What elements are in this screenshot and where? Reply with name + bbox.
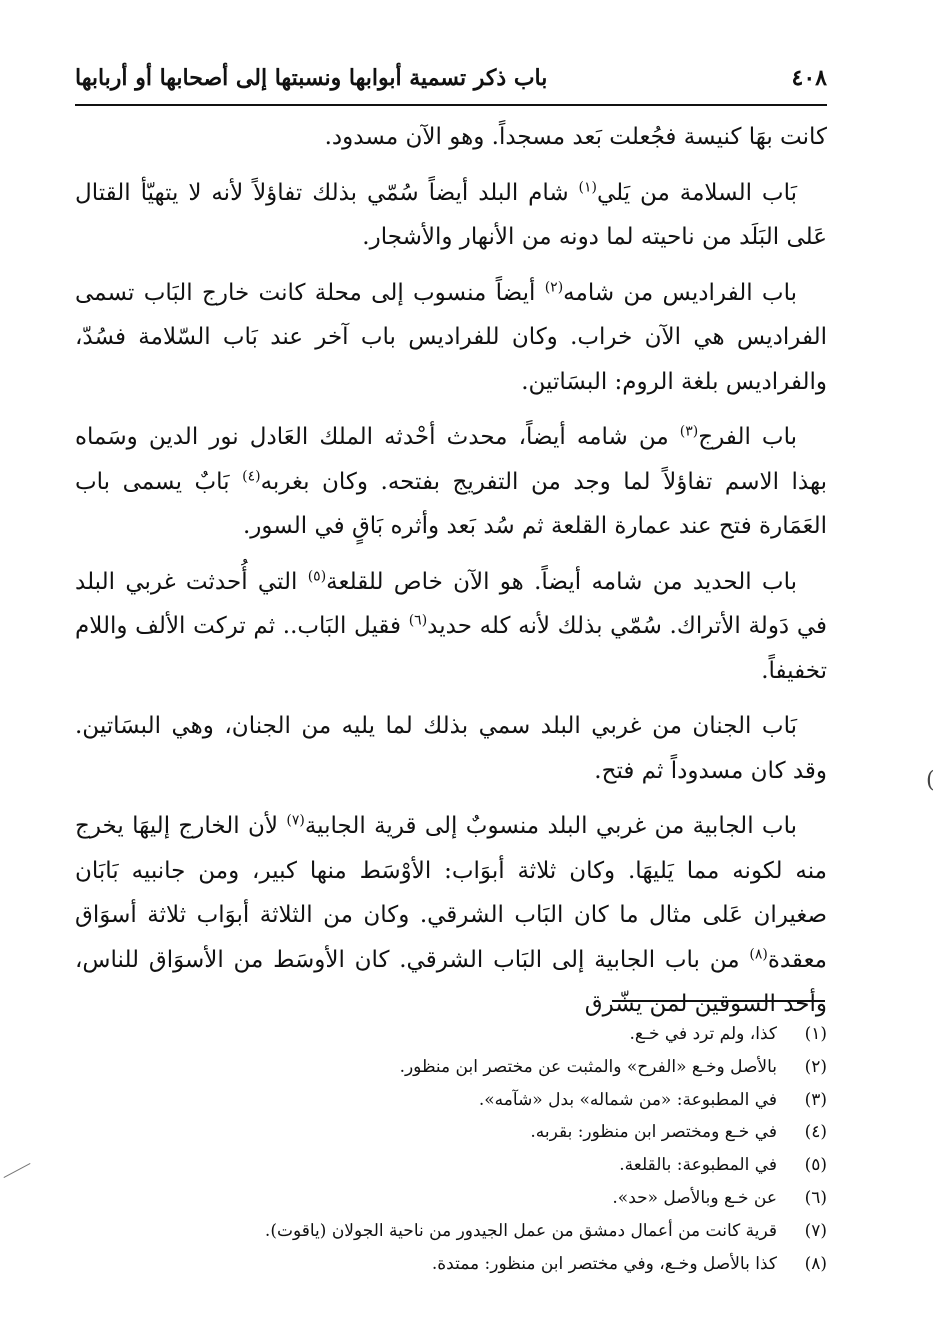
footnote-number: (٥) [804,1155,827,1176]
footnote-text: في خـع ومختصر ابن منظور: بقربه. [530,1122,777,1143]
paragraph-text: من شامه أيضاً، محدث أحْدثه الملك العَادل نور الدين وسَماه بهذا الاسم تفاؤلاً لما وجد من التفريج بفتحه. وكان بغربه [75,424,827,495]
footnote [75,1018,827,1051]
paragraph [75,804,827,1027]
paragraph-text: كانت بهَا كنيسة فجُعلت بَعد مسجداً. وهو الآن مسدود. [324,124,827,150]
footnote-text: بالأصل وخـع «الفرح» والمثبت عن مختصر ابن منظور. [399,1056,777,1077]
footnote-text: في المطبوعة: «من شماله» بدل «شآمه». [478,1089,777,1110]
footnote-marker: (٣) [679,423,699,440]
paragraph [75,704,827,793]
footnote-number: (٦) [804,1187,827,1208]
footnote [75,1215,827,1248]
margin-bracket-mark: ( [926,768,935,793]
page-number: ٤٠٨ [791,65,827,91]
paragraph-text: من باب الجابية إلى البَاب الشرقي. كان الأوسَط من الأسوَاق للناس، وأحد السوقين لمن يشّرق [75,946,827,1017]
footnote [75,1248,827,1281]
footnote-number: (٣) [804,1089,827,1110]
paragraph-text: أيضاً منسوب إلى محلة كانت خارج البَاب تسمى الفراديس هي الآن خراب. وكان للفراديس باب آخر عند بَاب السّلامة فسُدّ، والفراديس بلغة الروم: البسَاتين. [75,279,827,395]
footnote-marker: (١) [578,178,597,195]
paragraph [75,171,827,260]
paragraph-text: بَاب السلامة من يَلي [596,179,797,206]
paragraph [75,415,827,549]
footnote [75,1051,827,1084]
footnote-marker: (٧) [286,812,305,829]
footnote-text: قرية كانت من أعمال دمشق من عمل الجيدور من ناحية الجولان (ياقوت). [264,1220,777,1241]
footnote [75,1116,827,1149]
footnote-marker: (٨) [749,945,768,962]
footnote-text: عن خـع وبالأصل «حد». [612,1187,777,1208]
footnote [75,1084,827,1117]
paragraph-text: باب الفراديس من شامه [563,279,797,306]
footnote-marker: (٥) [307,567,327,584]
footnote-number: (١) [804,1024,827,1044]
footnote-text: كذا، ولم ترد في خـع. [629,1024,777,1044]
footnote-marker: (٤) [242,467,261,484]
paragraph [75,271,827,405]
paragraph-text: شام البلد أيضاً سُمّي بذلك تفاؤلاً لأنه لا يتهيّأ القتال عَلى البَلَد من ناحيته لما دونه من الأنهار والأشجار. [75,179,827,250]
paragraph-text: بَابٌ يسمى باب العَمَارة فتح عند عمارة القلعة ثم سُد بَعد وأثره بَاقٍ في السور. [75,468,827,539]
main-text [75,115,827,1038]
scan-edge-mark [4,1163,31,1178]
footnote-marker: (٦) [408,612,428,629]
paragraph-text: بَاب الجنان من غربي البلد سمي بذلك لما يليه من الجنان، وهي البسَاتين. وقد كان مسدوداً ثم فتح. [75,713,827,784]
footnote-number: (٧) [804,1220,827,1241]
header-rule [75,104,827,106]
footnote-text: في المطبوعة: بالقلعة. [619,1155,777,1176]
paragraph-text: لأن الخارج إليهَا يخرج منه لكونه مما يَليهَا. وكان ثلاثة أبوَاب: الأوْسَط منها كبير، ومن جانبيه بَابَان صغيران عَلى مثال ما كان البَاب الشرقي. وكان من الثلاثة أبوَاب ثلاثة أسوَاق معقدة [75,813,827,973]
footnote-text: كذا بالأصل وخـع، وفي مختصر ابن منظور: ممتدة. [431,1253,777,1274]
paragraph [75,560,827,694]
footnote [75,1149,827,1182]
footnote-number: (٨) [804,1253,827,1274]
paragraph-text: التي أُحدثت غربي البلد في دَولة الأتراك. سُمّي بذلك لأنه كله حديد [75,568,827,639]
footnote-separator [612,1000,825,1002]
footnote [75,1182,827,1215]
paragraph [75,115,827,160]
paragraph-text: باب الجابية من غربي البلد منسوبٌ إلى قرية الجابية [304,813,797,839]
page-header [75,52,827,104]
footnotes [75,1018,827,1280]
footnote-number: (٤) [804,1122,827,1143]
paragraph-text: فقيل البَاب.. ثم تركت الألف واللام تخفيفاً. [75,613,827,684]
footnote-marker: (٢) [544,278,564,295]
footnote-number: (٢) [804,1056,827,1077]
running-title: باب ذكر تسمية أبوابها ونسبتها إلى أصحابها أو أربابها [75,65,548,91]
paragraph-text: باب الفرج [698,424,797,450]
paragraph-text: باب الحديد من شامه أيضاً. هو الآن خاص للقلعة [326,568,797,595]
